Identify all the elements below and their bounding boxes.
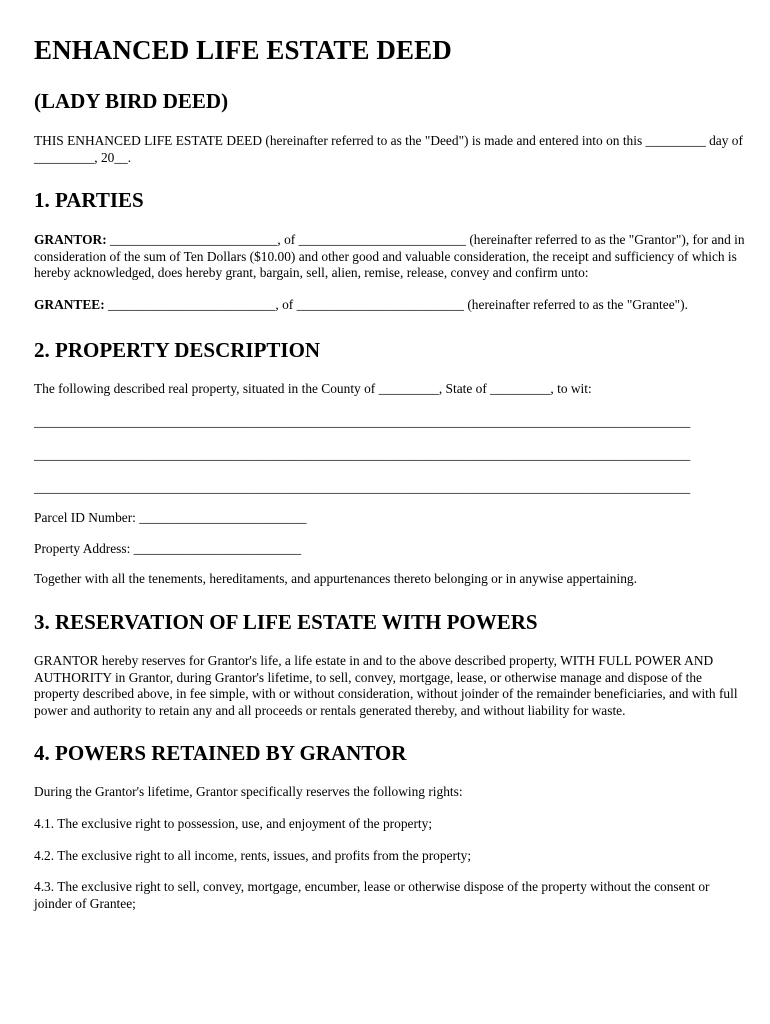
life-estate-paragraph: GRANTOR hereby reserves for Grantor's life, a life estate in and to the above described property, WITH FULL POWER AND AUTHORITY in Grantor, during Grantor's lifetime, to sell, convey, mortgage, lease, or otherwise manage and dispose of the property described above, in fee simple, with or without consideration, without joinder of the remainder beneficiaries, and with full power and authority to retain any and all proceeds or rentals generated thereby, and without liability for waste. [34, 652, 738, 718]
property-address-line: Property Address: _________________________ [34, 540, 302, 556]
legal-description-line-3: __________________________________________________________________________________________________ [34, 480, 691, 496]
section-1-heading: 1. PARTIES [34, 188, 144, 213]
power-item: 4.3. The exclusive right to sell, convey, mortgage, encumber, lease or otherwise dispose of the property without the consent or joinder of Grantee; [34, 879, 710, 911]
intro-paragraph: THIS ENHANCED LIFE ESTATE DEED (hereinafter referred to as the "Deed") is made and entered into on this _________ day of _________, 20__. [34, 133, 743, 165]
section-3-heading: 3. RESERVATION OF LIFE ESTATE WITH POWERS [34, 609, 538, 634]
document-subtitle: (LADY BIRD DEED) [34, 89, 229, 113]
grantor-label: GRANTOR: [34, 232, 107, 248]
grantor-paragraph [34, 232, 746, 282]
grantee-text: _________________________, of _________________________ (hereinafter referred to as the "Grantee"). [104, 296, 688, 312]
grantee-label: GRANTEE: [34, 296, 105, 312]
grantee-paragraph [34, 297, 746, 314]
power-item: 4.2. The exclusive right to all income, rents, issues, and profits from the property; [34, 847, 472, 863]
grantor-text: _________________________, of _________________________ (hereinafter referred to as the "Grantor"), for and in consideration of the sum of Ten Dollars ($10.00) and other good and valuable consideration, the receipt and sufficiency of which is hereby acknowledged, does hereby grant, bargain, sell, alien, remise, release, convey and confirm unto: [34, 232, 745, 281]
powers-intro: During the Grantor's lifetime, Grantor specifically reserves the following rights: [34, 784, 463, 800]
legal-description-line-2: __________________________________________________________________________________________________ [34, 447, 691, 463]
document-title: ENHANCED LIFE ESTATE DEED [34, 35, 452, 65]
section-2-heading: 2. PROPERTY DESCRIPTION [34, 337, 321, 362]
power-item: 4.1. The exclusive right to possession, use, and enjoyment of the property; [34, 815, 433, 831]
parcel-id-line: Parcel ID Number: _________________________ [34, 510, 307, 526]
section-4-heading: 4. POWERS RETAINED BY GRANTOR [34, 741, 407, 766]
property-intro: The following described real property, situated in the County of _________, State of _________, to wit: [34, 380, 592, 396]
deed-page [34, 34, 746, 912]
legal-description-line-1: __________________________________________________________________________________________________ [34, 414, 691, 430]
appurtenances-paragraph: Together with all the tenements, hereditaments, and appurtenances thereto belonging or in anywise appertaining. [34, 571, 637, 587]
